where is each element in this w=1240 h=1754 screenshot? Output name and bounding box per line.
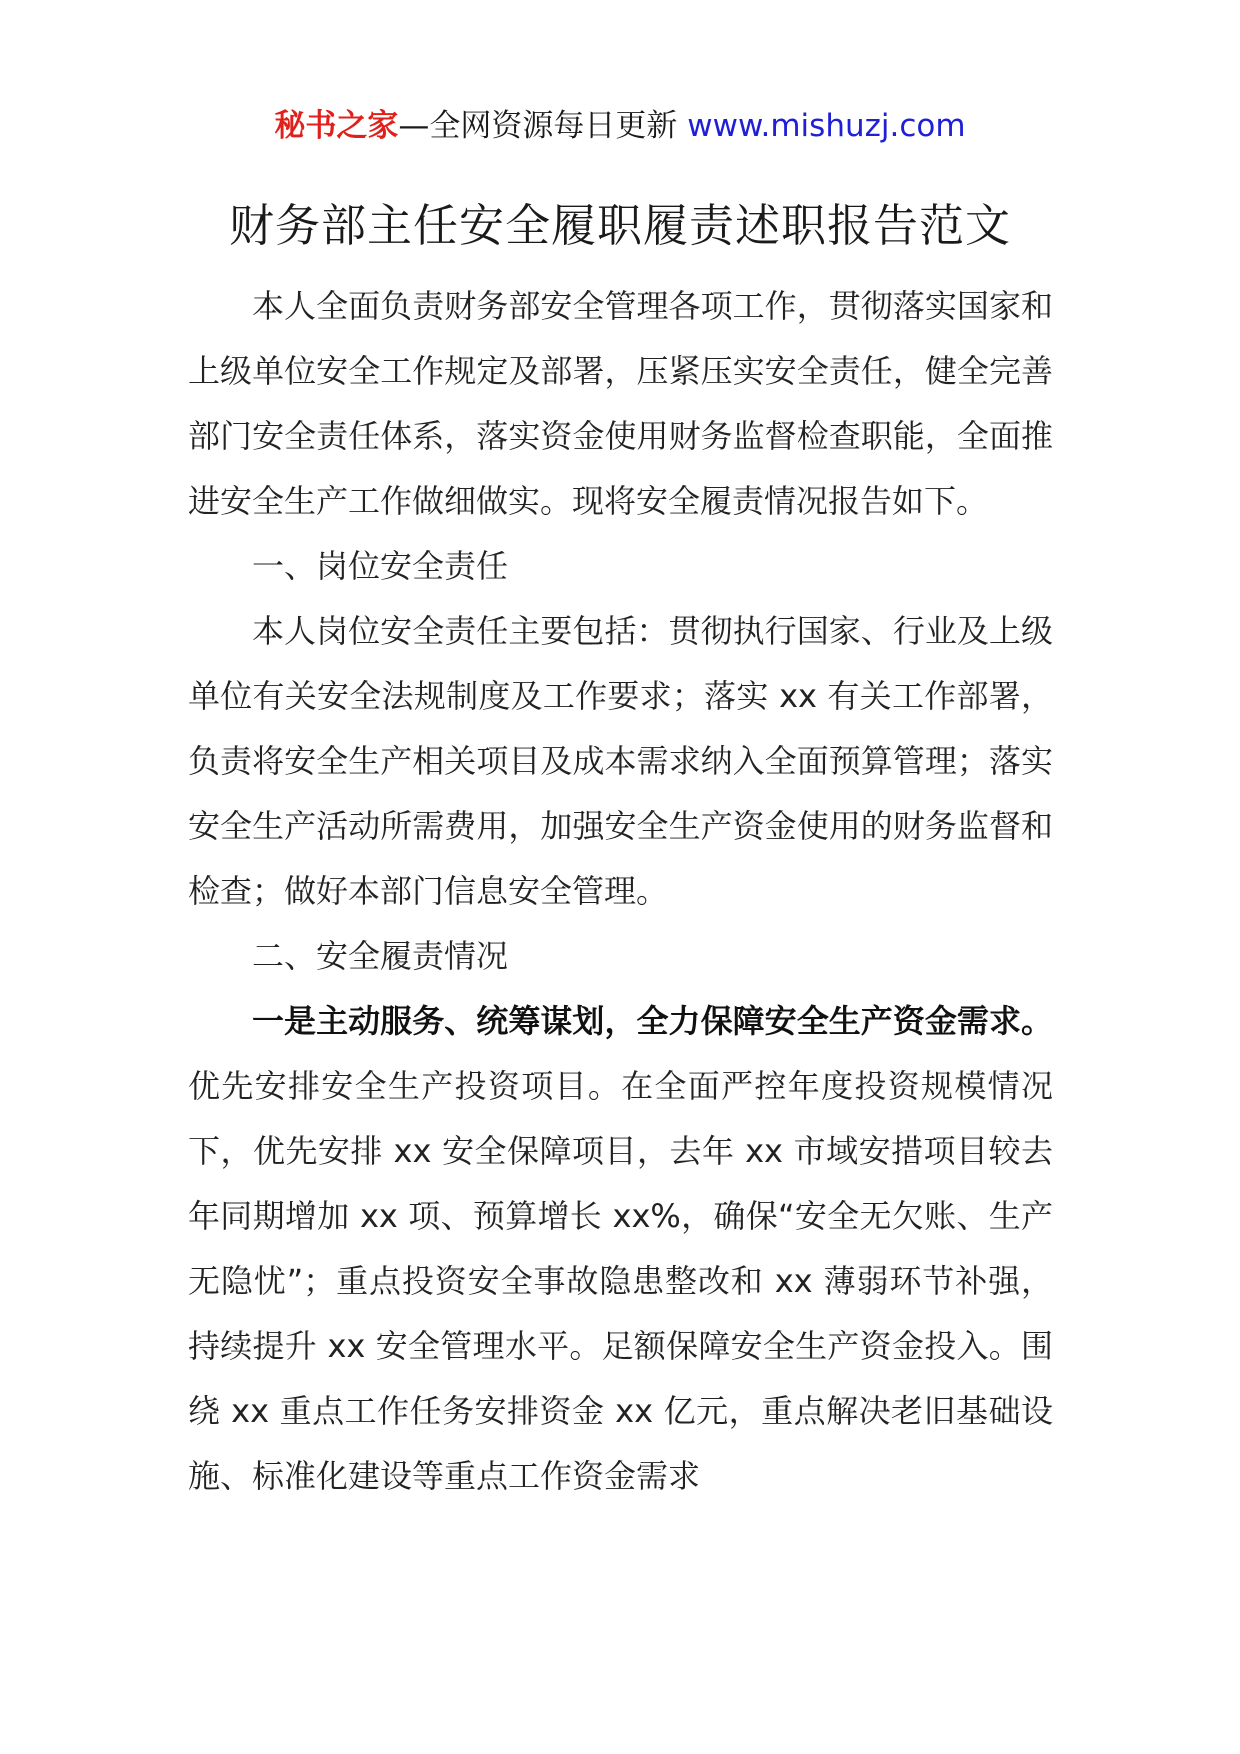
paragraph-performance-text: 优先安排安全生产投资项目。在全面严控年度投资规模情况下，优先安排 xx 安全保障项目，去年 xx 市域安措项目较去年同期增加 xx 项、预算增长 xx%，确保“安全无欠账、生产无隐忧”；重点投资安全事故隐患整改和 xx 薄弱环节补强，持续提升 xx 安全管理水平。足额保障安全生产资金投入。围绕 xx 重点工作任务安排资金 xx 亿元，重点解决老旧基础设施、标准化建设等重点工作资金需求 — [188, 1067, 1053, 1495]
paragraph-lead: 一是主动服务、统筹谋划，全力保障安全生产资金需求。 — [252, 1002, 1053, 1040]
site-tagline: —全网资源每日更新 — [398, 108, 688, 144]
site-brand: 秘书之家 — [274, 108, 399, 144]
section-heading-performance: 二、安全履责情况 — [252, 937, 509, 975]
section-heading-responsibility: 一、岗位安全责任 — [252, 547, 509, 585]
site-url-link[interactable]: www.mishuzj.com — [687, 108, 966, 144]
document-body — [188, 274, 1053, 1509]
paragraph-responsibility: 本人岗位安全责任主要包括：贯彻执行国家、行业及上级单位有关安全法规制度及工作要求；落实 xx 有关工作部署，负责将安全生产相关项目及成本需求纳入全面预算管理；落实安全生产活动所需费用，加强安全生产资金使用的财务监督和检查；做好本部门信息安全管理。 — [188, 612, 1053, 910]
paragraph-performance — [188, 989, 1053, 1509]
site-header — [0, 104, 1240, 148]
paragraph-intro: 本人全面负责财务部安全管理各项工作，贯彻落实国家和上级单位安全工作规定及部署，压紧压实安全责任，健全完善部门安全责任体系，落实资金使用财务监督检查职能，全面推进安全生产工作做细做实。现将安全履责情况报告如下。 — [188, 287, 1053, 520]
document-title: 财务部主任安全履职履责述职报告范文 — [228, 199, 1011, 252]
